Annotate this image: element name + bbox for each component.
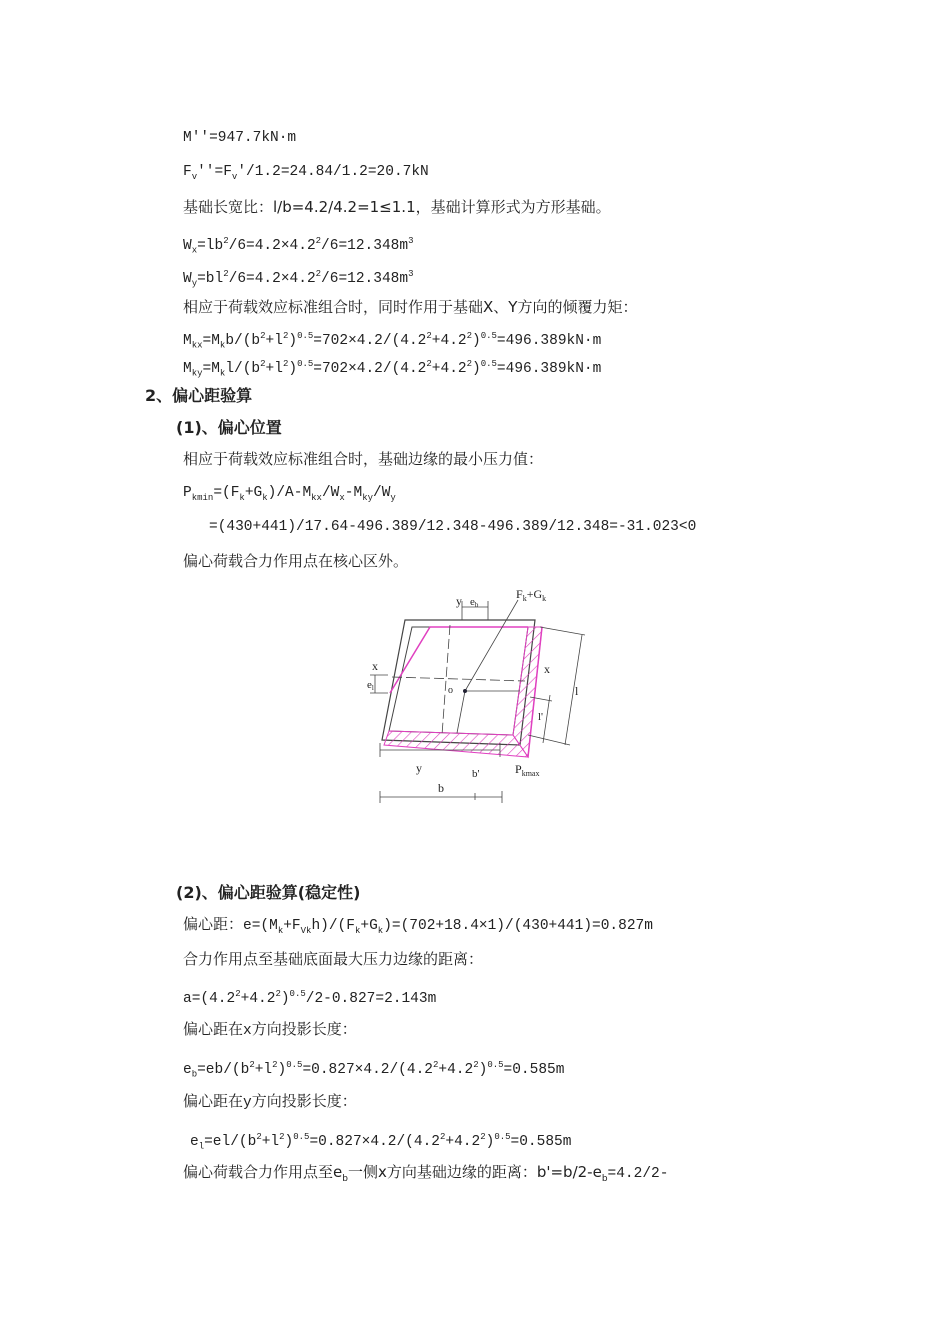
formula-mkx: $M_{kx}=M_kb/(b^2+l^2)^{0.5}=702\times 4.2/(4.2^2+4.2^2)^{0.5}=496.389kN\cdot m$ bbox=[183, 331, 602, 351]
formula-a: $a=(4.2^2+4.2^2)^{0.5}/2-0.827=2.143m$ bbox=[183, 989, 437, 1007]
subsection-heading-position: (1)、偏心位置 bbox=[176, 418, 282, 437]
formula-mky: $M_{ky}=M_kl/(b^2+l^2)^{0.5}=702\times 4.2/(4.2^2+4.2^2)^{0.5}=496.389kN\cdot m$ bbox=[183, 359, 602, 379]
formula-m-double-prime: M''=947.7kN·m bbox=[183, 130, 297, 146]
formula-wy: $W_y=bl^2/6=4.2\times 4.2^2/6=12.348m^3$ bbox=[183, 269, 414, 289]
label-x-left: x bbox=[372, 659, 378, 673]
formula-fv-double-prime: $F_v''=F_v'/1.2=24.84/1.2=20.7kN$ bbox=[183, 164, 429, 182]
label-pkmax: $P_{kmax}$ bbox=[515, 762, 540, 778]
label-y-top: y bbox=[456, 594, 462, 608]
label-eb: eb bbox=[470, 596, 479, 609]
outside-core-text: 偏心荷载合力作用点在核心区外。 bbox=[183, 552, 409, 570]
formula-pkmin-value: =(430+441)/17.64-496.389/12.348-496.389/12.348=-31.023<0 bbox=[209, 519, 697, 535]
pressure-line bbox=[390, 627, 528, 693]
distance-text: 合力作用点至基础底面最大压力边缘的距离： bbox=[183, 950, 484, 968]
formula-eb: $e_b=eb/(b^2+l^2)^{0.5}=0.827\times 4.2/(4.2^2+4.2^2)^{0.5}=0.585m$ bbox=[183, 1060, 565, 1080]
label-bprime: b' bbox=[472, 768, 480, 780]
pressure-band-bottom bbox=[384, 731, 528, 757]
formula-el: $e_l=el/(b^2+l^2)^{0.5}=0.827\times 4.2/(4.2^2+4.2^2)^{0.5}=0.585m$ bbox=[190, 1132, 572, 1152]
formula-wx: $W_x=lb^2/6=4.2\times 4.2^2/6=12.348m^3$ bbox=[183, 236, 414, 256]
projection-y-text: 偏心距在y方向投影长度： bbox=[183, 1092, 357, 1111]
section-heading-eccentricity: 2、偏心距验算 bbox=[145, 386, 253, 405]
min-pressure-text: 相应于荷载效应标准组合时，基础边缘的最小压力值： bbox=[183, 450, 544, 468]
load-point bbox=[463, 689, 467, 693]
label-y-bottom: y bbox=[416, 761, 422, 775]
bprime-text: 偏心荷载合力作用点至$e_b$一侧x方向基础边缘的距离：$b'=b/2-e_b=4.2/2-$ bbox=[183, 1163, 669, 1184]
formula-pkmin: $P_{kmin}=(F_k+G_k)/A-M_{kx}/W_x-M_{ky}/W_y$ bbox=[183, 485, 396, 503]
label-el: el bbox=[367, 679, 374, 692]
label-o: o bbox=[448, 685, 453, 696]
aspect-ratio-text: 基础长宽比：l/b=4.2/4.2=1≤1.1，基础计算形式为方形基础。 bbox=[183, 198, 611, 216]
label-fk-gk: $F_k+G_k$ bbox=[516, 587, 547, 603]
label-lprime: l' bbox=[538, 711, 544, 723]
projection-x-text: 偏心距在x方向投影长度： bbox=[183, 1020, 357, 1039]
formula-eccentricity: 偏心距：$e=(M_k+F_{Vk}h)/(F_k+G_k)=(702+18.4\times 1)/(430+441)=0.827m$ bbox=[183, 915, 653, 936]
foundation-inner-outline bbox=[389, 627, 528, 735]
foundation-pressure-diagram bbox=[360, 585, 590, 810]
overturning-moment-text: 相应于荷载效应标准组合时，同时作用于基础X、Y方向的倾覆力矩： bbox=[183, 298, 638, 316]
label-b: b bbox=[438, 781, 444, 795]
label-x-right: x bbox=[544, 662, 550, 676]
subsection-heading-stability: (2)、偏心距验算(稳定性) bbox=[176, 883, 361, 902]
label-l: l bbox=[575, 684, 579, 698]
